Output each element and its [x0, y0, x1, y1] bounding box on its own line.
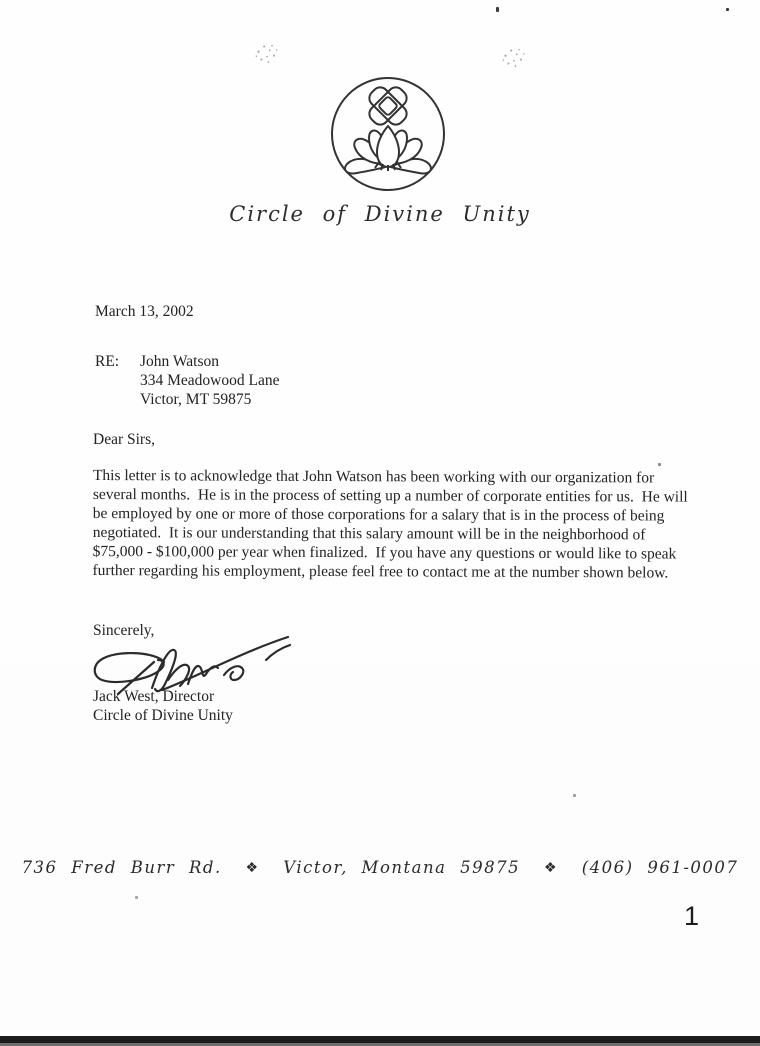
lotus-endless-knot-logo: [322, 70, 456, 198]
diamond-separator-icon: ❖: [543, 860, 558, 876]
page-number: 1: [684, 901, 700, 931]
scan-speck: [496, 7, 499, 12]
footer-address: 736 Fred Burr Rd.: [21, 858, 222, 877]
re-block: [95, 352, 279, 409]
re-addressee-city: Victor, MT 59875: [140, 391, 252, 408]
scan-speck: [573, 794, 576, 797]
scan-smudge: [253, 40, 281, 66]
re-label: RE:: [95, 353, 120, 370]
salutation: Dear Sirs,: [93, 431, 155, 448]
signer-org: Circle of Divine Unity: [93, 706, 233, 724]
scanner-edge-bar: [0, 1035, 760, 1046]
org-name: Circle of Divine Unity: [229, 202, 531, 226]
signer-block: [93, 688, 233, 725]
footer-contact-line: [0, 858, 760, 877]
letter-date: March 13, 2002: [95, 303, 194, 320]
footer-city-state-zip: Victor, Montana 59875: [283, 858, 521, 877]
footer-phone: (406) 961-0007: [581, 858, 739, 877]
org-logo: [322, 70, 456, 198]
diamond-separator-icon: ❖: [245, 860, 260, 876]
endless-knot-icon: [366, 84, 410, 128]
letter-body: This letter is to acknowledge that John Watson has been working with our organization for several months. He is in the process of setting up a number of corporate entities for us. He will be employed by one or more of those corporations for a salary that is in the process of being negotiated. It is our understanding that this salary amount will be in the neighborhood of $75,000 - $100,000 per year when finalized. If you have any questions or would like to speak further regarding his employment, please feel free to contact me at the number shown below.: [92, 467, 692, 582]
scan-speck: [135, 896, 138, 899]
re-addressee-name: John Watson: [140, 353, 219, 370]
scan-speck: [658, 463, 661, 466]
signer-name-title: Jack West, Director: [93, 688, 215, 705]
scan-smudge: [500, 44, 528, 70]
re-addressee-street: 334 Meadowood Lane: [140, 372, 280, 389]
closing: Sincerely,: [93, 622, 155, 639]
scan-speck: [726, 8, 729, 11]
lotus-icon: [345, 126, 431, 173]
